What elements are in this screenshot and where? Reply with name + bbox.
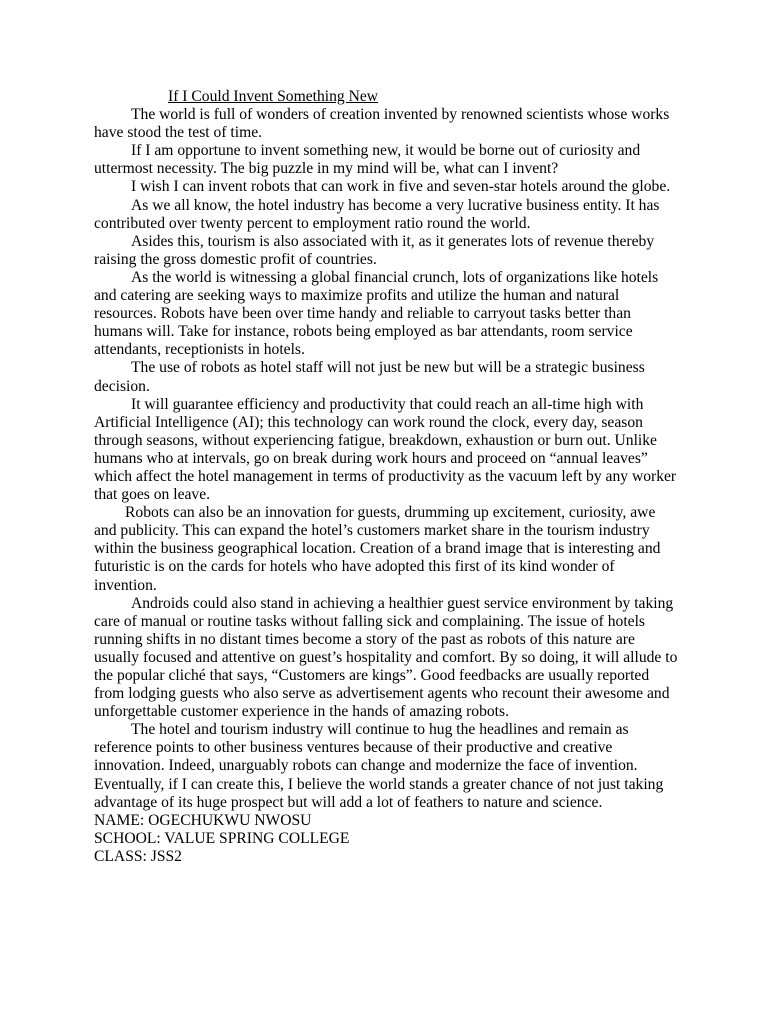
author-school: SCHOOL: VALUE SPRING COLLEGE xyxy=(94,829,350,847)
paragraph: The use of robots as hotel staff will not just be new but will be a strategic business decision. xyxy=(94,359,645,395)
paragraph: It will guarantee efficiency and productivity that could reach an all-time high with Artificial Intelligence (AI); this technology can work round the clock, every day, season through seasons, without experiencing fatigue, breakdown, exhaustion or burn out. Unlike humans who at intervals, go on break during work hours and proceed on “annual leaves” which affect the hotel management in terms of productivity as the vacuum left by any worker that goes on leave. xyxy=(94,395,677,504)
paragraph: As the world is witnessing a global financial crunch, lots of organizations like hotels and catering are seeking ways to maximize profits and utilize the human and natural resources. Robots have been over time handy and reliable to carryout tasks better than humans will. Take for instance, robots being employed as bar attendants, room service attendants, receptionists in hotels. xyxy=(94,268,659,359)
paragraph: Asides this, tourism is also associated with it, as it generates lots of revenue thereby raising the gross domestic profit of countries. xyxy=(94,232,655,268)
paragraph: As we all know, the hotel industry has become a very lucrative business entity. It has contributed over twenty percent to employment ratio round the world. xyxy=(94,196,660,232)
document-title: If I Could Invent Something New xyxy=(168,88,379,105)
author-class: CLASS: JSS2 xyxy=(94,847,182,865)
paragraph: I wish I can invent robots that can work in five and seven-star hotels around the globe. xyxy=(131,178,671,196)
paragraph: The hotel and tourism industry will continue to hug the headlines and remain as reference points to other business ventures because of their productive and creative innovation. Indeed, unarguably robots can change and modernize the face of invention. Eventually, if I can create this, I believe the world stands a greater chance of not just taking advantage of its huge prospect but will add a lot of feathers to nature and science. xyxy=(94,721,664,811)
paragraph: Robots can also be an innovation for guests, drumming up excitement, curiosity, awe and publicity. This can expand the hotel’s customers market share in the tourism industry within the business geographical location. Creation of a brand image that is interesting and futuristic is on the cards for hotels who have adopted this first of its kind wonder of invention. xyxy=(94,504,661,594)
document-body xyxy=(94,88,678,866)
paragraph: If I am opportune to invent something new, it would be borne out of curiosity and uttermost necessity. The big puzzle in my mind will be, what can I invent? xyxy=(94,142,641,178)
paragraph: The world is full of wonders of creation invented by renowned scientists whose works have stood the test of time. xyxy=(94,106,670,142)
paragraph: Androids could also stand in achieving a healthier guest service environment by taking care of manual or routine tasks without falling sick and complaining. The issue of hotels running shifts in no distant times become a story of the past as robots of this nature are usually focused and attentive on guest’s hospitality and comfort. By so doing, it will allude to the popular cliché that says, “Customers are kings”. Good feedbacks are usually reported from lodging guests who also serve as advertisement agents who recount their awesome and unforgettable customer experience in the hands of amazing robots. xyxy=(94,594,678,721)
author-name: NAME: OGECHUKWU NWOSU xyxy=(94,811,312,829)
